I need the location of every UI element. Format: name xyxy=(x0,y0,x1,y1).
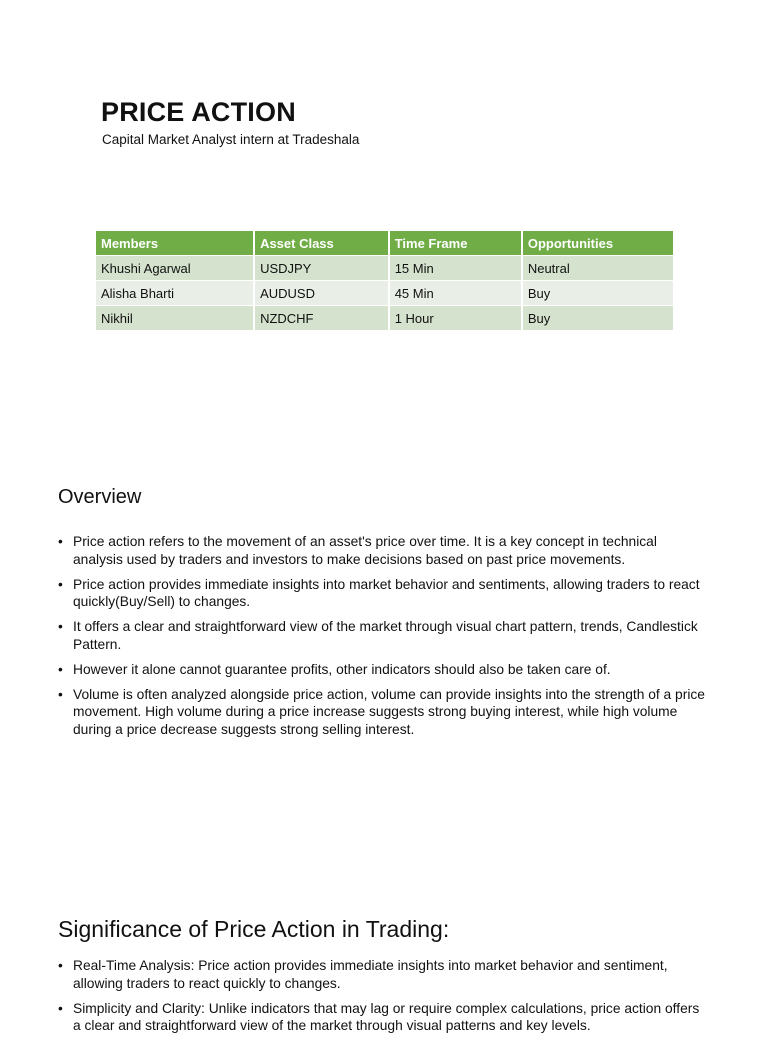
time-frame-cell: 1 Hour xyxy=(389,306,522,331)
column-header-members: Members xyxy=(96,231,254,256)
table-header-row xyxy=(96,231,673,256)
significance-bullet-list xyxy=(58,957,708,1042)
opportunity-cell: Neutral xyxy=(522,256,673,281)
significance-bullet: • Simplicity and Clarity: Unlike indicators that may lag or require complex calculations, price action offers a clear and straightforward view of the market through visual patterns and key levels. xyxy=(58,1000,708,1035)
column-header-asset-class: Asset Class xyxy=(254,231,389,256)
overview-bullet: • Price action provides immediate insights into market behavior and sentiments, allowing traders to react quickly(Buy/Sell) to changes. xyxy=(58,576,708,611)
overview-heading: Overview xyxy=(58,486,142,508)
asset-class-cell: NZDCHF xyxy=(254,306,389,331)
time-frame-cell: 15 Min xyxy=(389,256,522,281)
time-frame-cell: 45 Min xyxy=(389,281,522,306)
significance-heading: Significance of Price Action in Trading: xyxy=(58,916,450,942)
opportunity-cell: Buy xyxy=(522,306,673,331)
table-row xyxy=(96,281,673,306)
table-row xyxy=(96,256,673,281)
asset-class-cell: AUDUSD xyxy=(254,281,389,306)
member-cell: Nikhil xyxy=(96,306,254,331)
overview-bullet: • It offers a clear and straightforward view of the market through visual chart pattern, trends, Candlestick Pattern. xyxy=(58,618,708,653)
member-cell: Alisha Bharti xyxy=(96,281,254,306)
overview-bullet: • However it alone cannot guarantee profits, other indicators should also be taken care of. xyxy=(58,661,708,679)
asset-class-cell: USDJPY xyxy=(254,256,389,281)
page-subtitle: Capital Market Analyst intern at Tradeshala xyxy=(102,132,360,147)
overview-bullet: • Volume is often analyzed alongside price action, volume can provide insights into the strength of a price movement. High volume during a price increase suggests strong buying interest, while high volume during a price decrease suggests strong selling interest. xyxy=(58,686,708,739)
members-table xyxy=(96,231,673,331)
opportunity-cell: Buy xyxy=(522,281,673,306)
table-row xyxy=(96,306,673,331)
member-cell: Khushi Agarwal xyxy=(96,256,254,281)
column-header-time-frame: Time Frame xyxy=(389,231,522,256)
overview-bullet: • Price action refers to the movement of an asset's price over time. It is a key concept in technical analysis used by traders and investors to make decisions based on past price movements. xyxy=(58,533,708,568)
page-title: PRICE ACTION xyxy=(101,97,296,127)
significance-bullet: • Real-Time Analysis: Price action provides immediate insights into market behavior and sentiment, allowing traders to react quickly to changes. xyxy=(58,957,708,992)
column-header-opportunities: Opportunities xyxy=(522,231,673,256)
overview-bullet-list xyxy=(58,533,708,746)
